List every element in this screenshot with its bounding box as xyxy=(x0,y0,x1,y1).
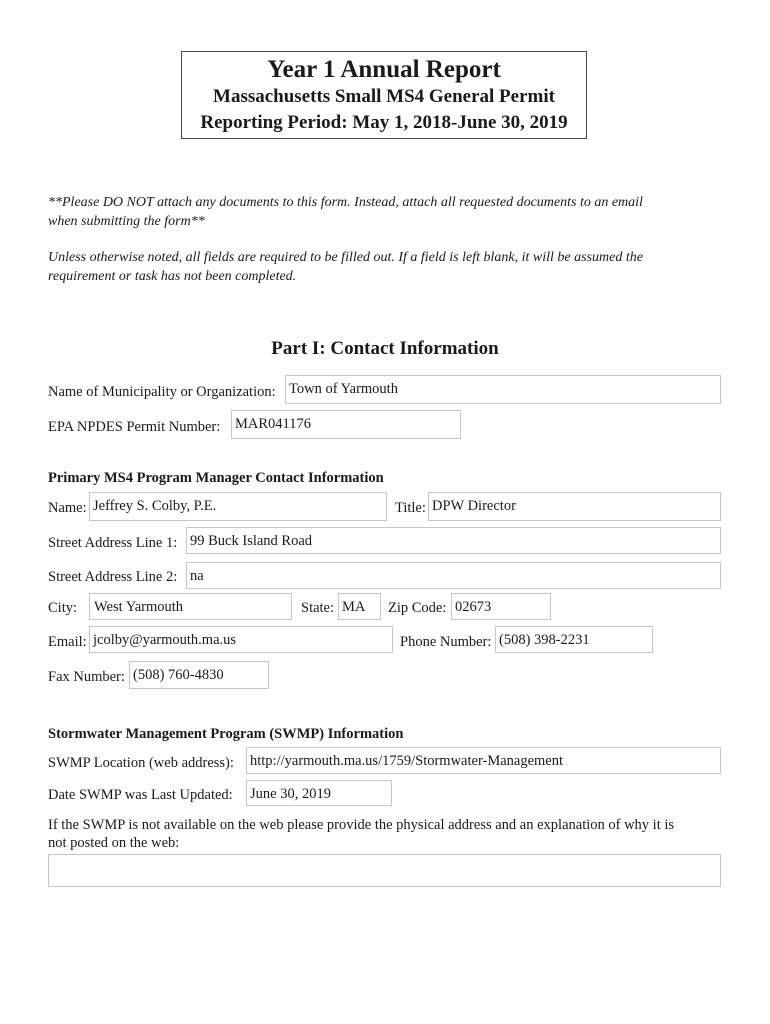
zip-label: Zip Code: xyxy=(388,600,447,616)
title-field[interactable]: DPW Director xyxy=(428,492,721,521)
required-fields-note-line2: requirement or task has not been completed. xyxy=(48,269,297,284)
phone-field[interactable]: (508) 398-2231 xyxy=(495,626,653,653)
title-label: Title: xyxy=(395,500,426,516)
reporting-period: Reporting Period: May 1, 2018-June 30, 2019 xyxy=(200,112,568,133)
zip-field[interactable]: 02673 xyxy=(451,593,551,620)
swmp-section-title: Stormwater Management Program (SWMP) Information xyxy=(48,726,404,742)
contact-section-title: Primary MS4 Program Manager Contact Information xyxy=(48,470,384,486)
part1-title: Part I: Contact Information xyxy=(271,338,499,359)
email-field[interactable]: jcolby@yarmouth.ma.us xyxy=(89,626,393,653)
swmp-explain-line2: not posted on the web: xyxy=(48,835,180,851)
attachment-note-line1: **Please DO NOT attach any documents to this form. Instead, attach all requested documents to an email xyxy=(48,195,643,210)
attachment-note-line2: when submitting the form** xyxy=(48,214,205,229)
name-label: Name: xyxy=(48,500,87,516)
city-label: City: xyxy=(48,600,78,616)
fax-label: Fax Number: xyxy=(48,669,125,685)
report-title: Year 1 Annual Report xyxy=(267,56,501,83)
required-fields-note-line1: Unless otherwise noted, all fields are required to be filled out. If a field is left blank, it will be assumed the xyxy=(48,250,643,265)
swmp-location-label: SWMP Location (web address): xyxy=(48,755,234,771)
municipality-field[interactable]: Town of Yarmouth xyxy=(285,375,721,404)
swmp-explain-line1: If the SWMP is not available on the web please provide the physical address and an explanation of why it is xyxy=(48,817,675,833)
street2-field[interactable]: na xyxy=(186,562,721,589)
swmp-explain-label xyxy=(48,816,674,852)
swmp-location-field[interactable]: http://yarmouth.ma.us/1759/Stormwater-Management xyxy=(246,747,721,774)
permit-number-field[interactable]: MAR041176 xyxy=(231,410,461,439)
name-field[interactable]: Jeffrey S. Colby, P.E. xyxy=(89,492,387,521)
city-field[interactable]: West Yarmouth xyxy=(89,593,292,620)
swmp-explain-field[interactable] xyxy=(48,854,721,887)
swmp-updated-field[interactable]: June 30, 2019 xyxy=(246,780,392,806)
email-label: Email: xyxy=(48,634,87,650)
permit-number-label: EPA NPDES Permit Number: xyxy=(48,419,221,435)
attachment-note xyxy=(48,193,728,231)
swmp-updated-label: Date SWMP was Last Updated: xyxy=(48,787,233,803)
street1-field[interactable]: 99 Buck Island Road xyxy=(186,527,721,554)
required-fields-note xyxy=(48,248,728,286)
fax-field[interactable]: (508) 760-4830 xyxy=(129,661,269,689)
state-label: State: xyxy=(301,600,335,616)
state-field[interactable]: MA xyxy=(338,593,381,620)
street2-label: Street Address Line 2: xyxy=(48,569,178,585)
report-subtitle: Massachusetts Small MS4 General Permit xyxy=(213,86,555,107)
report-title-box xyxy=(181,51,587,139)
municipality-label: Name of Municipality or Organization: xyxy=(48,384,276,400)
phone-label: Phone Number: xyxy=(400,634,492,650)
street1-label: Street Address Line 1: xyxy=(48,535,178,551)
